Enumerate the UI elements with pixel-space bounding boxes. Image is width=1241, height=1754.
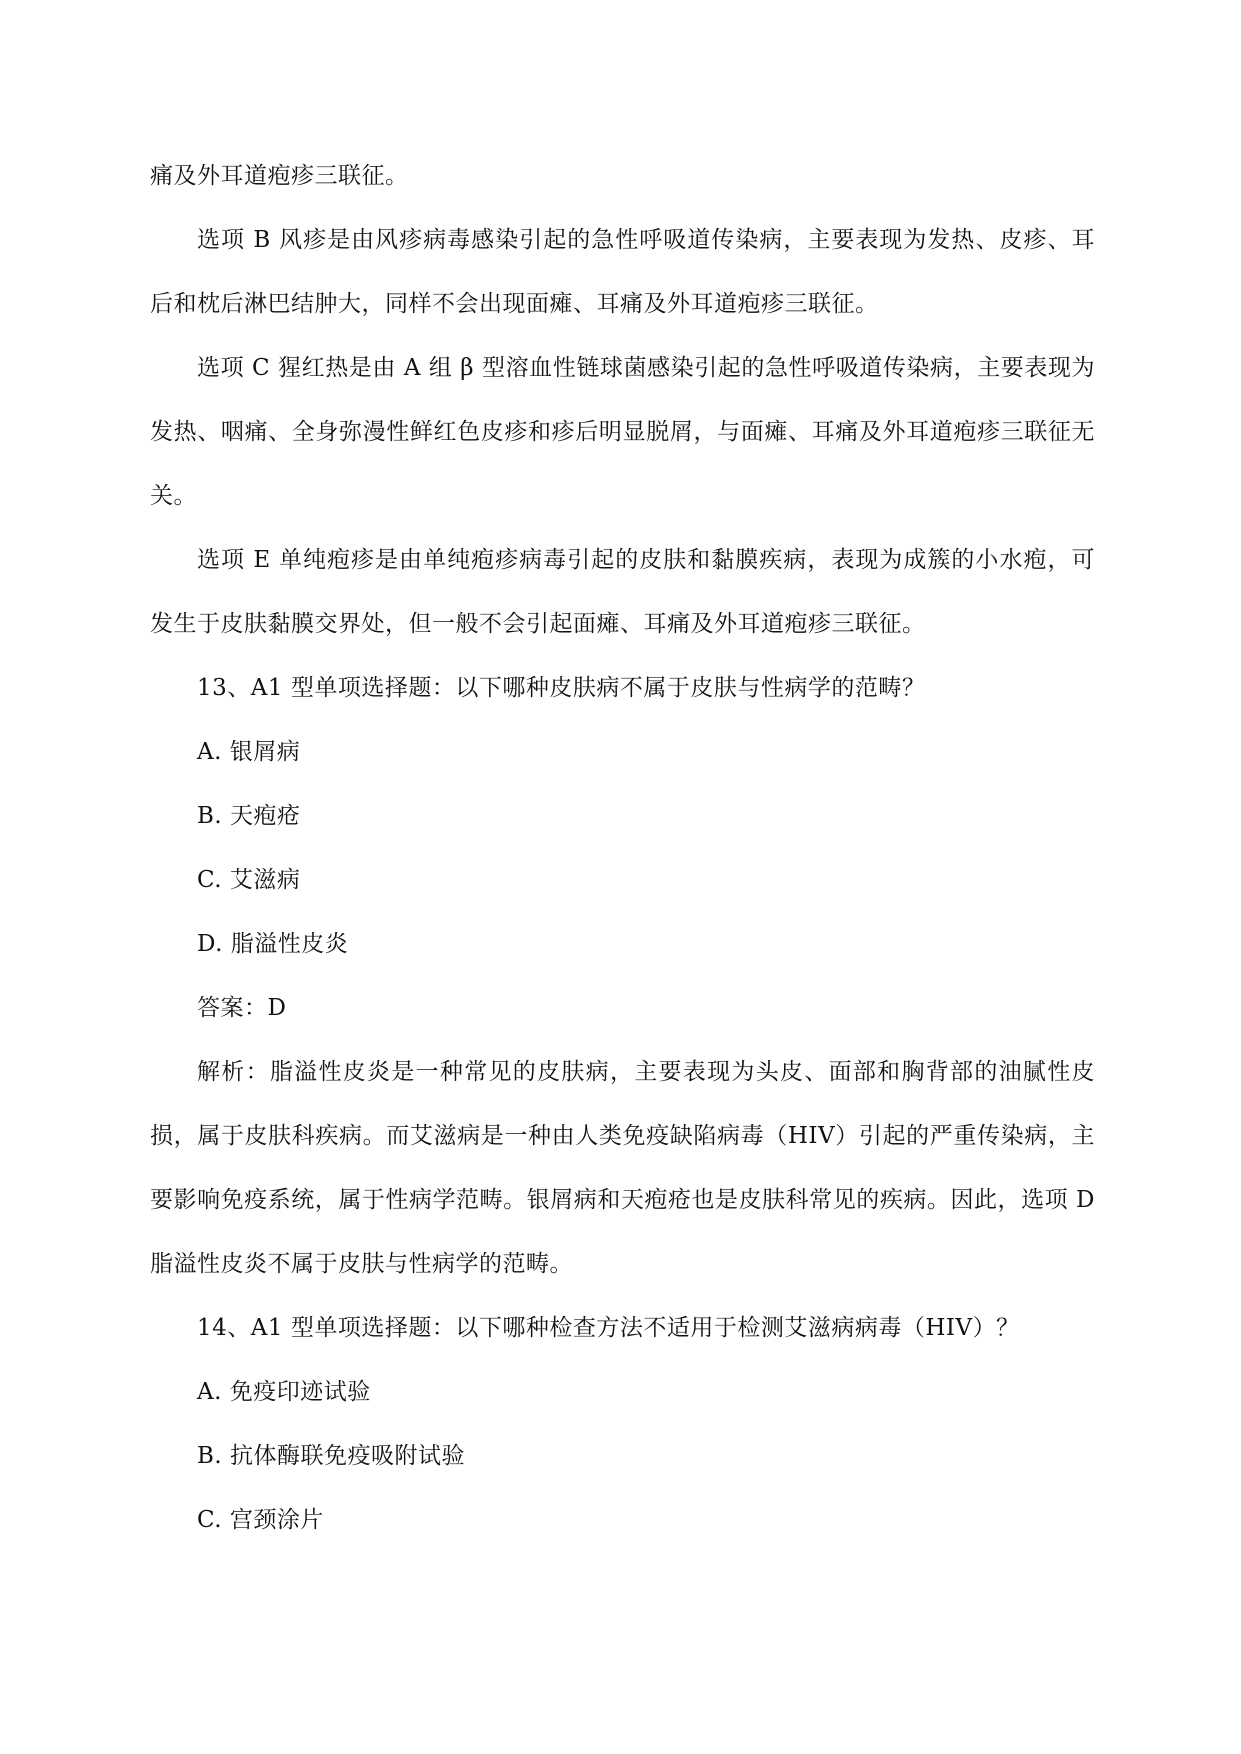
question-13-option-c: C. 艾滋病 <box>197 867 301 893</box>
paragraph-option-c-explanation: 选项 C 猩红热是由 A 组 β 型溶血性链球菌感染引起的急性呼吸道传染病，主要表现为发热、咽痛、全身弥漫性鲜红色皮疹和疹后明显脱屑，与面瘫、耳痛及外耳道疱疹三联征无关。 <box>150 355 1095 509</box>
question-14-option-a: A. 免疫印迹试验 <box>197 1379 371 1405</box>
paragraph-option-e-explanation: 选项 E 单纯疱疹是由单纯疱疹病毒引起的皮肤和黏膜疾病，表现为成簇的小水疱，可发生于皮肤黏膜交界处，但一般不会引起面瘫、耳痛及外耳道疱疹三联征。 <box>150 547 1095 637</box>
question-14-option-c: C. 宫颈涂片 <box>197 1507 324 1533</box>
question-14-option-b: B. 抗体酶联免疫吸附试验 <box>197 1443 466 1469</box>
question-13-answer: 答案：D <box>197 995 287 1021</box>
document-body <box>150 144 1095 1552</box>
paragraph-continuation: 痛及外耳道疱疹三联征。 <box>150 163 409 189</box>
question-13: 13、A1 型单项选择题：以下哪种皮肤病不属于皮肤与性病学的范畴？ <box>197 675 926 701</box>
question-13-explanation: 解析：脂溢性皮炎是一种常见的皮肤病，主要表现为头皮、面部和胸背部的油腻性皮损，属于皮肤科疾病。而艾滋病是一种由人类免疫缺陷病毒（HIV）引起的严重传染病，主要影响免疫系统，属于性病学范畴。银屑病和天疱疮也是皮肤科常见的疾病。因此，选项 D 脂溢性皮炎不属于皮肤与性病学的范畴。 <box>150 1059 1095 1277</box>
question-13-option-a: A. 银屑病 <box>197 739 301 765</box>
paragraph-option-b-explanation: 选项 B 风疹是由风疹病毒感染引起的急性呼吸道传染病，主要表现为发热、皮疹、耳后和枕后淋巴结肿大，同样不会出现面瘫、耳痛及外耳道疱疹三联征。 <box>150 227 1095 317</box>
question-14: 14、A1 型单项选择题：以下哪种检查方法不适用于检测艾滋病病毒（HIV）？ <box>197 1315 1020 1341</box>
question-13-option-b: B. 天疱疮 <box>197 803 301 829</box>
question-13-option-d: D. 脂溢性皮炎 <box>197 931 349 957</box>
